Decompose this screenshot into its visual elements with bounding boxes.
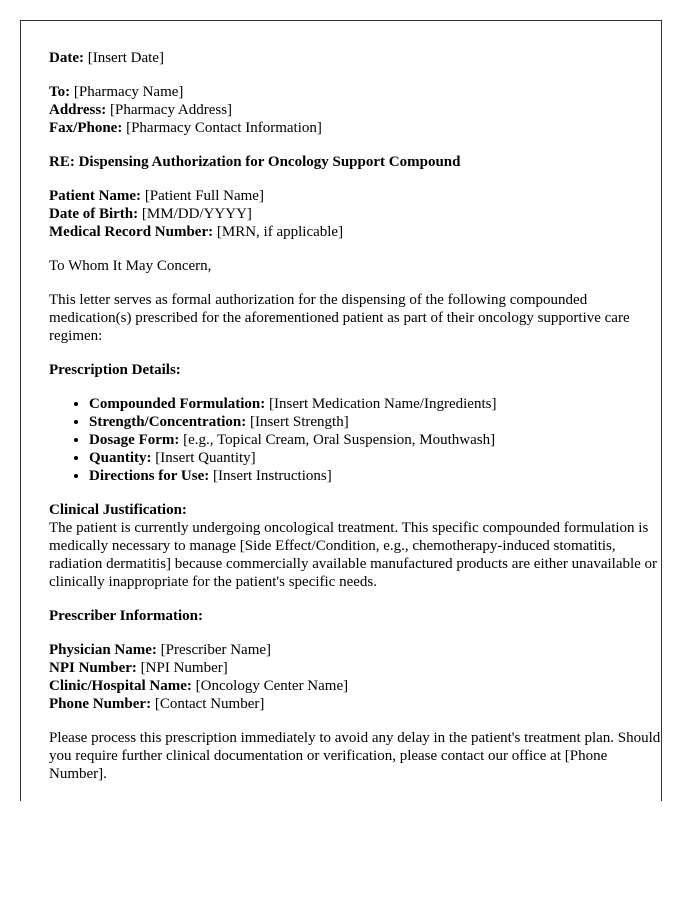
prescriber-heading-text: Prescriber Information: <box>49 608 203 624</box>
patient-name-value: [Patient Full Name] <box>144 188 264 204</box>
list-item <box>89 449 661 467</box>
patient-block <box>49 187 661 241</box>
dob-label: Date of Birth: <box>49 206 139 222</box>
item-value: [Insert Medication Name/Ingredients] <box>269 396 497 412</box>
list-item <box>89 413 661 431</box>
prescriber-heading <box>49 607 661 625</box>
to-label: To: <box>49 84 71 100</box>
justification-block <box>49 501 661 591</box>
prescriber-block <box>49 641 661 713</box>
prescription-heading-text: Prescription Details: <box>49 362 181 378</box>
clinic-value: [Oncology Center Name] <box>195 678 349 694</box>
dob-value: [MM/DD/YYYY] <box>141 206 252 222</box>
mrn-label: Medical Record Number: <box>49 224 214 240</box>
justification-heading: Clinical Justification: <box>49 502 187 518</box>
item-value: [e.g., Topical Cream, Oral Suspension, Mouthwash] <box>183 432 496 448</box>
npi-value: [NPI Number] <box>140 660 228 676</box>
physician-label: Physician Name: <box>49 642 157 658</box>
list-item <box>89 467 661 485</box>
letter-page <box>20 20 662 801</box>
subject-text: RE: Dispensing Authorization for Oncology Support Compound <box>49 154 461 170</box>
item-label: Directions for Use: <box>89 468 210 484</box>
closing-paragraph: Please process this prescription immediately to avoid any delay in the patient's treatment plan. Should you require further clinical documentation or verification, please contact our office at [Phone Number]. <box>49 730 661 782</box>
item-label: Strength/Concentration: <box>89 414 247 430</box>
date-label: Date: <box>49 50 84 66</box>
address-value: [Pharmacy Address] <box>109 102 233 118</box>
list-item <box>89 395 661 413</box>
npi-label: NPI Number: <box>49 660 137 676</box>
list-item <box>89 431 661 449</box>
physician-value: [Prescriber Name] <box>160 642 272 658</box>
salutation: To Whom It May Concern, <box>49 258 212 274</box>
fax-value: [Pharmacy Contact Information] <box>126 120 322 136</box>
patient-name-label: Patient Name: <box>49 188 142 204</box>
item-value: [Insert Quantity] <box>155 450 256 466</box>
recipient-block <box>49 83 661 137</box>
item-label: Quantity: <box>89 450 152 466</box>
item-value: [Insert Instructions] <box>213 468 332 484</box>
phone-value: [Contact Number] <box>154 696 265 712</box>
to-value: [Pharmacy Name] <box>73 84 184 100</box>
intro-paragraph: This letter serves as formal authorization for the dispensing of the following compounded medication(s) prescribed for the aforementioned patient as part of their oncology supportive care regimen: <box>49 292 630 344</box>
clinic-label: Clinic/Hospital Name: <box>49 678 192 694</box>
fax-label: Fax/Phone: <box>49 120 123 136</box>
subject-line <box>49 153 661 171</box>
mrn-value: [MRN, if applicable] <box>216 224 344 240</box>
item-value: [Insert Strength] <box>249 414 349 430</box>
phone-label: Phone Number: <box>49 696 152 712</box>
date-line <box>49 49 661 67</box>
item-label: Dosage Form: <box>89 432 180 448</box>
address-label: Address: <box>49 102 107 118</box>
justification-text: The patient is currently undergoing oncological treatment. This specific compounded formulation is medically necessary to manage [Side Effect/Condition, e.g., chemotherapy-induced stomatitis, radiation dermatitis] because commercially available manufactured products are either unavailable or clinically inappropriate for the patient's specific needs. <box>49 520 658 590</box>
prescription-list <box>49 395 661 485</box>
item-label: Compounded Formulation: <box>89 396 266 412</box>
prescription-heading <box>49 361 661 379</box>
date-value: [Insert Date] <box>87 50 164 66</box>
